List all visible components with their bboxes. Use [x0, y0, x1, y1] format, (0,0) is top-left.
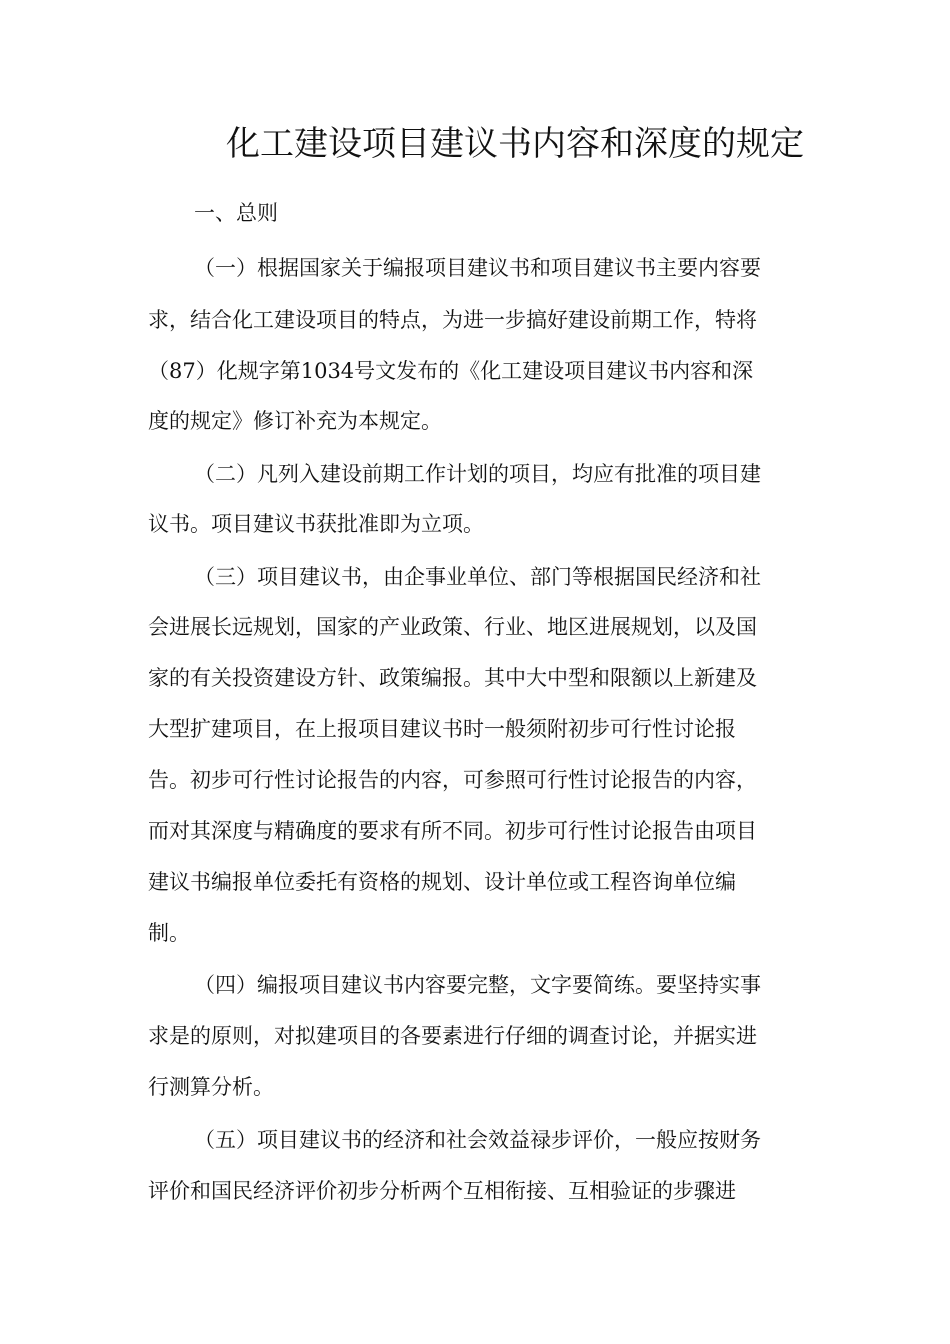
- paragraph-line: 建议书编报单位委托有资格的规划、设计单位或工程咨询单位编: [148, 870, 736, 894]
- paragraph-line: 评价和国民经济评价初步分析两个互相衔接、互相验证的步骤进: [148, 1179, 736, 1203]
- paragraph-line: 大型扩建项目，在上报项目建议书时一般须附初步可行性讨论报: [148, 717, 736, 741]
- paragraph-line: （二）凡列入建设前期工作计划的项目，均应有批准的项目建: [194, 462, 761, 486]
- paragraph-line: （五）项目建议书的经济和社会效益禄步评价，一般应按财务: [194, 1128, 761, 1152]
- paragraph-line: （四）编报项目建议书内容要完整，文字要简练。要坚持实事: [194, 973, 761, 997]
- paragraph-line: 制。: [148, 921, 190, 945]
- paragraph-line: （三）项目建议书，由企事业单位、部门等根据国民经济和社: [194, 565, 761, 589]
- paragraph-line: 度的规定》修订补充为本规定。: [148, 409, 442, 433]
- paragraph-line: 求是的原则，对拟建项目的各要素进行仔细的调查讨论，并据实进: [148, 1024, 757, 1048]
- paragraph-line: 告。初步可行性讨论报告的内容，可参照可行性讨论报告的内容，: [148, 768, 757, 792]
- paragraph-line: 行测算分析。: [148, 1075, 274, 1099]
- paragraph-line: 议书。项目建议书获批准即为立项。: [148, 512, 484, 536]
- paragraph-line: 会进展长远规划，国家的产业政策、行业、地区进展规划，以及国: [148, 615, 757, 639]
- document-title: 化工建设项目建议书内容和深度的规定: [226, 124, 804, 164]
- paragraph-line: （一）根据国家关于编报项目建议书和项目建议书主要内容要: [194, 256, 761, 280]
- paragraph-line: （87）化规字第1034号文发布的《化工建设项目建议书内容和深: [148, 359, 754, 383]
- paragraph-line: 求，结合化工建设项目的特点，为进一步搞好建设前期工作，特将: [148, 308, 757, 332]
- paragraph-line: 而对其深度与精确度的要求有所不同。初步可行性讨论报告由项目: [148, 819, 757, 843]
- section-heading: 一、总则: [194, 201, 278, 225]
- paragraph-line: 家的有关投资建设方针、政策编报。其中大中型和限额以上新建及: [148, 666, 757, 690]
